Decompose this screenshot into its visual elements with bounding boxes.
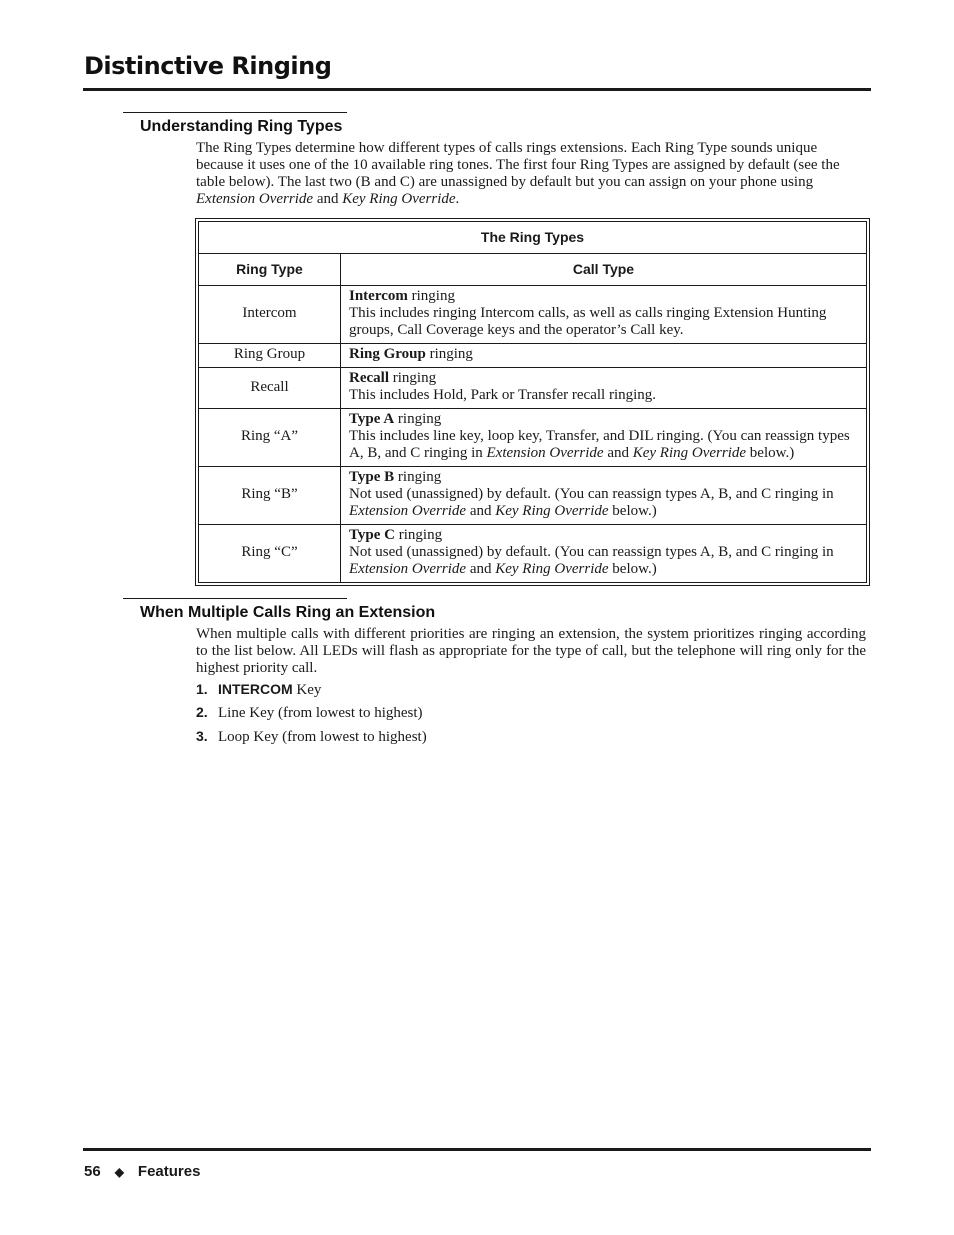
section-paragraph: When multiple calls with different priorities are ringing an extension, the system prioritizes ringing according to the list below. All LEDs will flash as appropriate for the type of call, but the telephone will ring only for the highest priority call. [196,626,866,676]
list-item: 2. Line Key (from lowest to highest) [196,704,423,721]
ring-type-cell: Ring “B” [199,467,341,525]
ring-type-cell: Intercom [199,286,341,344]
column-header-ring-type: Ring Type [199,254,341,286]
ring-type-cell: Ring Group [199,344,341,368]
list-item: 1. INTERCOM Key [196,681,322,698]
section-rule [123,598,347,599]
footer-section: Features [137,1163,201,1180]
ring-type-cell: Ring “C” [199,525,341,583]
ring-type-cell: Ring “A” [199,409,341,467]
column-header-call-type: Call Type [341,254,867,286]
page-title: Distinctive Ringing [84,52,332,80]
list-number: 2. [196,704,208,720]
call-type-cell: Type B ringing Not used (unassigned) by default. (You can reassign types A, B, and C ringing in Extension Override and Key Ring Override below.) [341,467,867,525]
page-number: 56 [84,1163,101,1180]
list-item: 3. Loop Key (from lowest to highest) [196,728,427,745]
table-row [199,467,867,525]
list-number: 1. [196,681,208,697]
page-footer [84,1163,200,1180]
table-row [199,368,867,409]
table-row [199,286,867,344]
table-caption: The Ring Types [199,222,867,254]
section-heading-multiple-calls: When Multiple Calls Ring an Extension [140,604,436,621]
call-type-cell: Type A ringing This includes line key, loop key, Transfer, and DIL ringing. (You can reassign types A, B, and C ringing in Extension Override and Key Ring Override below.) [341,409,867,467]
ring-type-cell: Recall [199,368,341,409]
call-type-cell: Ring Group ringing [341,344,867,368]
section-rule [123,112,347,113]
table-row [199,409,867,467]
diamond-icon: ◆ [114,1165,124,1179]
table-row [199,525,867,583]
call-type-cell: Intercom ringing This includes ringing Intercom calls, as well as calls ringing Extension Hunting groups, Call Coverage keys and the operator’s Call key. [341,286,867,344]
list-number: 3. [196,728,208,744]
call-type-cell: Type C ringing Not used (unassigned) by default. (You can reassign types A, B, and C ringing in Extension Override and Key Ring Override below.) [341,525,867,583]
table-row [199,344,867,368]
footer-rule [83,1148,871,1151]
title-rule [83,88,871,91]
ring-types-table [195,218,870,586]
section-paragraph: The Ring Types determine how different types of calls rings extensions. Each Ring Type sounds unique because it uses one of the 10 available ring tones. The first four Ring Types are assigned by default (see the table below). The last two (B and C) are unassigned by default but you can assign on your phone using Extension Override and Key Ring Override. [196,140,840,207]
call-type-cell: Recall ringing This includes Hold, Park or Transfer recall ringing. [341,368,867,409]
section-heading-ring-types: Understanding Ring Types [140,118,343,135]
